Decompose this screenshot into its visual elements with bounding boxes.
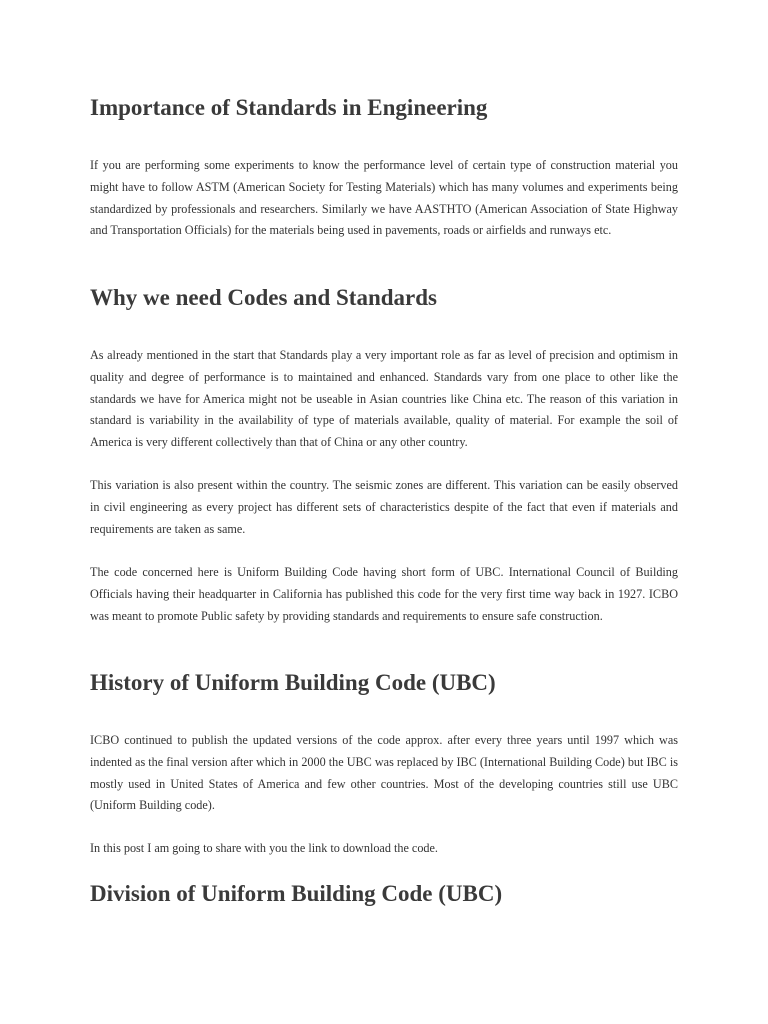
paragraph-standards-role: As already mentioned in the start that Standards play a very important role as far as level of precision and optimism in quality and degree of performance is to maintained and enhanced. Standards vary from one place to other like the standards we have for America might not be useable in Asian countries like China etc. The reason of this variation in standard is variability in the availability of type of materials available, quality of material. For example the soil of America is very different collectively than that of China or any other country. <box>90 348 678 450</box>
heading-why-codes-and-standards: Why we need Codes and Standards <box>90 285 437 310</box>
paragraph-variation-within-country: This variation is also present within the country. The seismic zones are different. This variation can be easily observed in civil engineering as every project has different sets of characteristics despite of the fact that even if materials and requirements are taken as same. <box>90 478 678 536</box>
paragraph-importance-intro: If you are performing some experiments to know the performance level of certain type of construction material you might have to follow ASTM (American Society for Testing Materials) which has many volumes and experiments being standardized by professionals and researchers. Similarly we have AASTHTO (American Association of State Highway and Transportation Officials) for the materials being used in pavements, roads or airfields and runways etc. <box>90 158 678 238</box>
paragraph-ubc-concerned: The code concerned here is Uniform Building Code having short form of UBC. International Council of Building Officials having their headquarter in California has published this code for the very first time way back in 1927. ICBO was meant to promote Public safety by providing standards and requirements to ensure safe construction. <box>90 565 678 623</box>
heading-division-of-ubc: Division of Uniform Building Code (UBC) <box>90 881 503 906</box>
heading-importance-of-standards: Importance of Standards in Engineering <box>90 95 488 120</box>
heading-history-of-ubc: History of Uniform Building Code (UBC) <box>90 670 496 695</box>
paragraph-icbo-updates: ICBO continued to publish the updated versions of the code approx. after every three years until 1997 which was indented as the final version after which in 2000 the UBC was replaced by IBC (International Building Code) but IBC is mostly used in United States of America and few other countries. Most of the developing countries still use UBC (Uniform Building code). <box>90 733 678 813</box>
paragraph-download-link: In this post I am going to share with you the link to download the code. <box>90 841 438 855</box>
